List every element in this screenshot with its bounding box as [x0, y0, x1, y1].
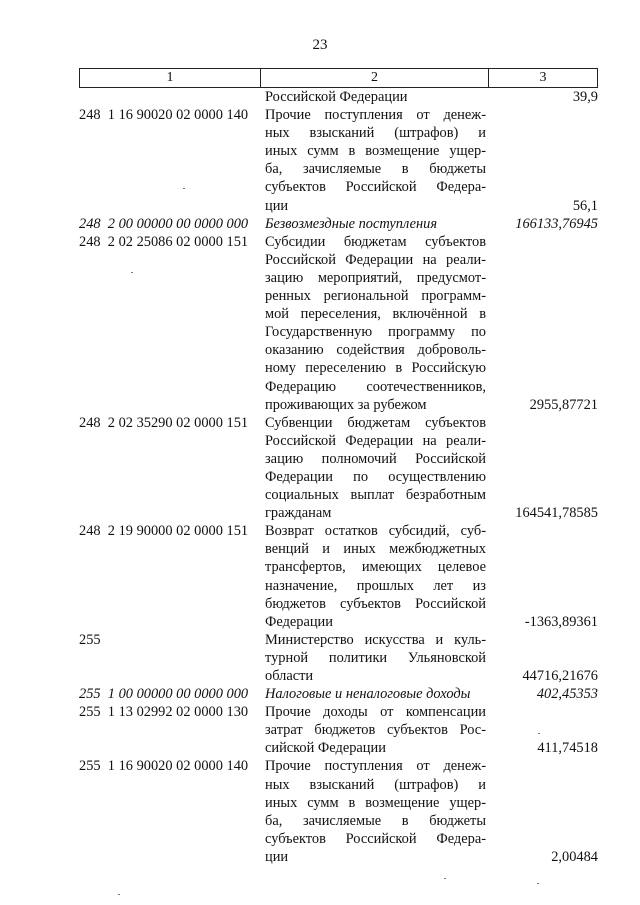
page-number: 23 [312, 37, 328, 53]
row-amount: 166133,76945 [515, 215, 598, 232]
row-code: 248 2 19 90000 02 0000 151 [79, 523, 249, 540]
row-name [265, 757, 486, 866]
header-col-1: 1 [80, 69, 261, 87]
row-code [79, 88, 265, 106]
row-name-line: Субвенции бюджетам субъектов [265, 414, 486, 431]
row-name-line: Безвозмездные поступления [265, 215, 438, 232]
table-row [79, 703, 598, 757]
row-name-line: гражданам [265, 505, 332, 522]
row-code: 248 2 00 00000 00 0000 000 [79, 215, 249, 232]
row-amount-cell [486, 703, 598, 757]
row-amount-cell [486, 757, 598, 866]
row-name-line: социальных выплат безработным [265, 487, 486, 504]
row-name-line: иных сумм в возмещение ущер- [265, 794, 486, 811]
row-name-line: Налоговые и неналоговые доходы [265, 686, 471, 703]
row-name-line: Российской Федерации на реали- [265, 432, 486, 449]
row-name-line: зацию полномочий Российской [265, 450, 486, 467]
row-code: 248 1 16 90020 02 0000 140 [79, 107, 249, 124]
scan-speck [118, 894, 120, 895]
row-name-line: Российской Федерации на реали- [265, 251, 486, 268]
row-name-line: Субсидии бюджетам субъектов [265, 233, 486, 250]
row-name [265, 233, 486, 414]
row-amount: 411,74518 [537, 740, 598, 757]
row-amount: 164541,78585 [515, 505, 598, 522]
row-name-line: Возврат остатков субсидий, суб- [265, 523, 486, 540]
row-name-line: Федерацию соотечественников, [265, 378, 486, 395]
row-code: 255 [79, 631, 101, 648]
row-code: 248 2 02 35290 02 0000 151 [79, 414, 249, 431]
row-name-line: Российской Федерации [265, 89, 408, 105]
table-row [79, 522, 598, 631]
row-name-line: трансфертов, имеющих целевое [265, 559, 486, 576]
table-row [79, 685, 598, 703]
row-name-line: субъектов Российской Федера- [265, 179, 486, 196]
row-name [265, 685, 486, 703]
row-amount-cell [486, 233, 598, 414]
row-amount: 44716,21676 [522, 668, 598, 684]
row-name-line: назначение, прошлых лет из [265, 577, 486, 594]
row-name-line: Министерство искусства и куль- [265, 631, 486, 648]
row-name-line: ных взысканий (штрафов) и [265, 125, 486, 142]
row-name-line: затрат бюджетов субъектов Рос- [265, 722, 486, 739]
row-name-line: ренных региональной программ- [265, 288, 486, 305]
table-row [79, 106, 598, 215]
row-name-line: турной политики Ульяновской [265, 649, 486, 666]
row-amount: 39,9 [572, 89, 598, 105]
row-name [265, 215, 486, 233]
row-name [265, 106, 486, 215]
row-code: 255 1 13 02992 02 0000 130 [79, 704, 249, 721]
table-row [79, 757, 598, 866]
header-col-2: 2 [261, 69, 489, 87]
row-name [265, 631, 486, 685]
row-code: 248 2 02 25086 02 0000 151 [79, 233, 249, 250]
row-amount-cell [486, 631, 598, 685]
row-amount: -1363,89361 [524, 613, 598, 630]
scan-speck [131, 272, 133, 273]
row-amount: 2955,87721 [529, 396, 598, 413]
row-name-line: оказанию содействия доброволь- [265, 342, 486, 359]
row-name-line: сийской Федерации [265, 740, 386, 757]
row-name-line: Федерации по осуществлению [265, 468, 486, 485]
table-row [79, 215, 598, 233]
row-name-line: иных сумм в возмещение ущер- [265, 143, 486, 160]
table-header [79, 68, 598, 88]
row-name-line: Прочие поступления от денеж- [265, 758, 486, 775]
row-amount-cell [486, 522, 598, 631]
table-row [79, 631, 598, 685]
table-row [79, 88, 598, 106]
row-name [265, 414, 486, 523]
row-amount-cell [486, 88, 598, 106]
table-row [79, 414, 598, 523]
row-name-line: мой переселения, включённой в [265, 306, 486, 323]
row-name [265, 522, 486, 631]
scan-speck [538, 733, 540, 734]
row-name-line: ных взысканий (штрафов) и [265, 776, 486, 793]
scan-speck [444, 878, 446, 879]
row-name-line: зацию мероприятий, предусмот- [265, 269, 486, 286]
row-amount-cell [486, 414, 598, 523]
row-name-line: ба, зачисляемые в бюджеты [265, 812, 486, 829]
table-row [79, 233, 598, 414]
row-name-line: Федерации [265, 613, 333, 630]
row-amount-cell [486, 215, 598, 233]
row-name-line: Прочие доходы от компенсации [265, 704, 486, 721]
budget-table [79, 88, 598, 866]
row-name-line: Государственную программу по [265, 324, 486, 341]
row-name-line: области [265, 668, 314, 684]
row-amount: 2,00484 [551, 848, 598, 865]
row-amount-cell [486, 685, 598, 703]
row-code: 255 1 16 90020 02 0000 140 [79, 758, 249, 775]
row-amount: 402,45353 [536, 686, 598, 703]
row-code: 255 1 00 00000 00 0000 000 [79, 686, 249, 703]
scan-speck [537, 883, 539, 884]
header-col-3: 3 [539, 70, 547, 85]
row-name-line: ции [265, 848, 289, 865]
row-name-line: венций и иных межбюджетных [265, 541, 486, 558]
row-name-line: бюджетов субъектов Российской [265, 595, 486, 612]
row-name [265, 703, 486, 757]
row-name-line: ции [265, 197, 289, 214]
row-name-line: Прочие поступления от денеж- [265, 107, 486, 124]
row-name-line: ному переселению в Российскую [265, 360, 486, 377]
row-name [265, 88, 486, 106]
row-name-line: проживающих за рубежом [265, 396, 427, 413]
scan-speck [183, 188, 185, 189]
row-name-line: субъектов Российской Федера- [265, 830, 486, 847]
row-name-line: ба, зачисляемые в бюджеты [265, 161, 486, 178]
row-amount: 56,1 [572, 197, 598, 214]
row-amount-cell [486, 106, 598, 215]
